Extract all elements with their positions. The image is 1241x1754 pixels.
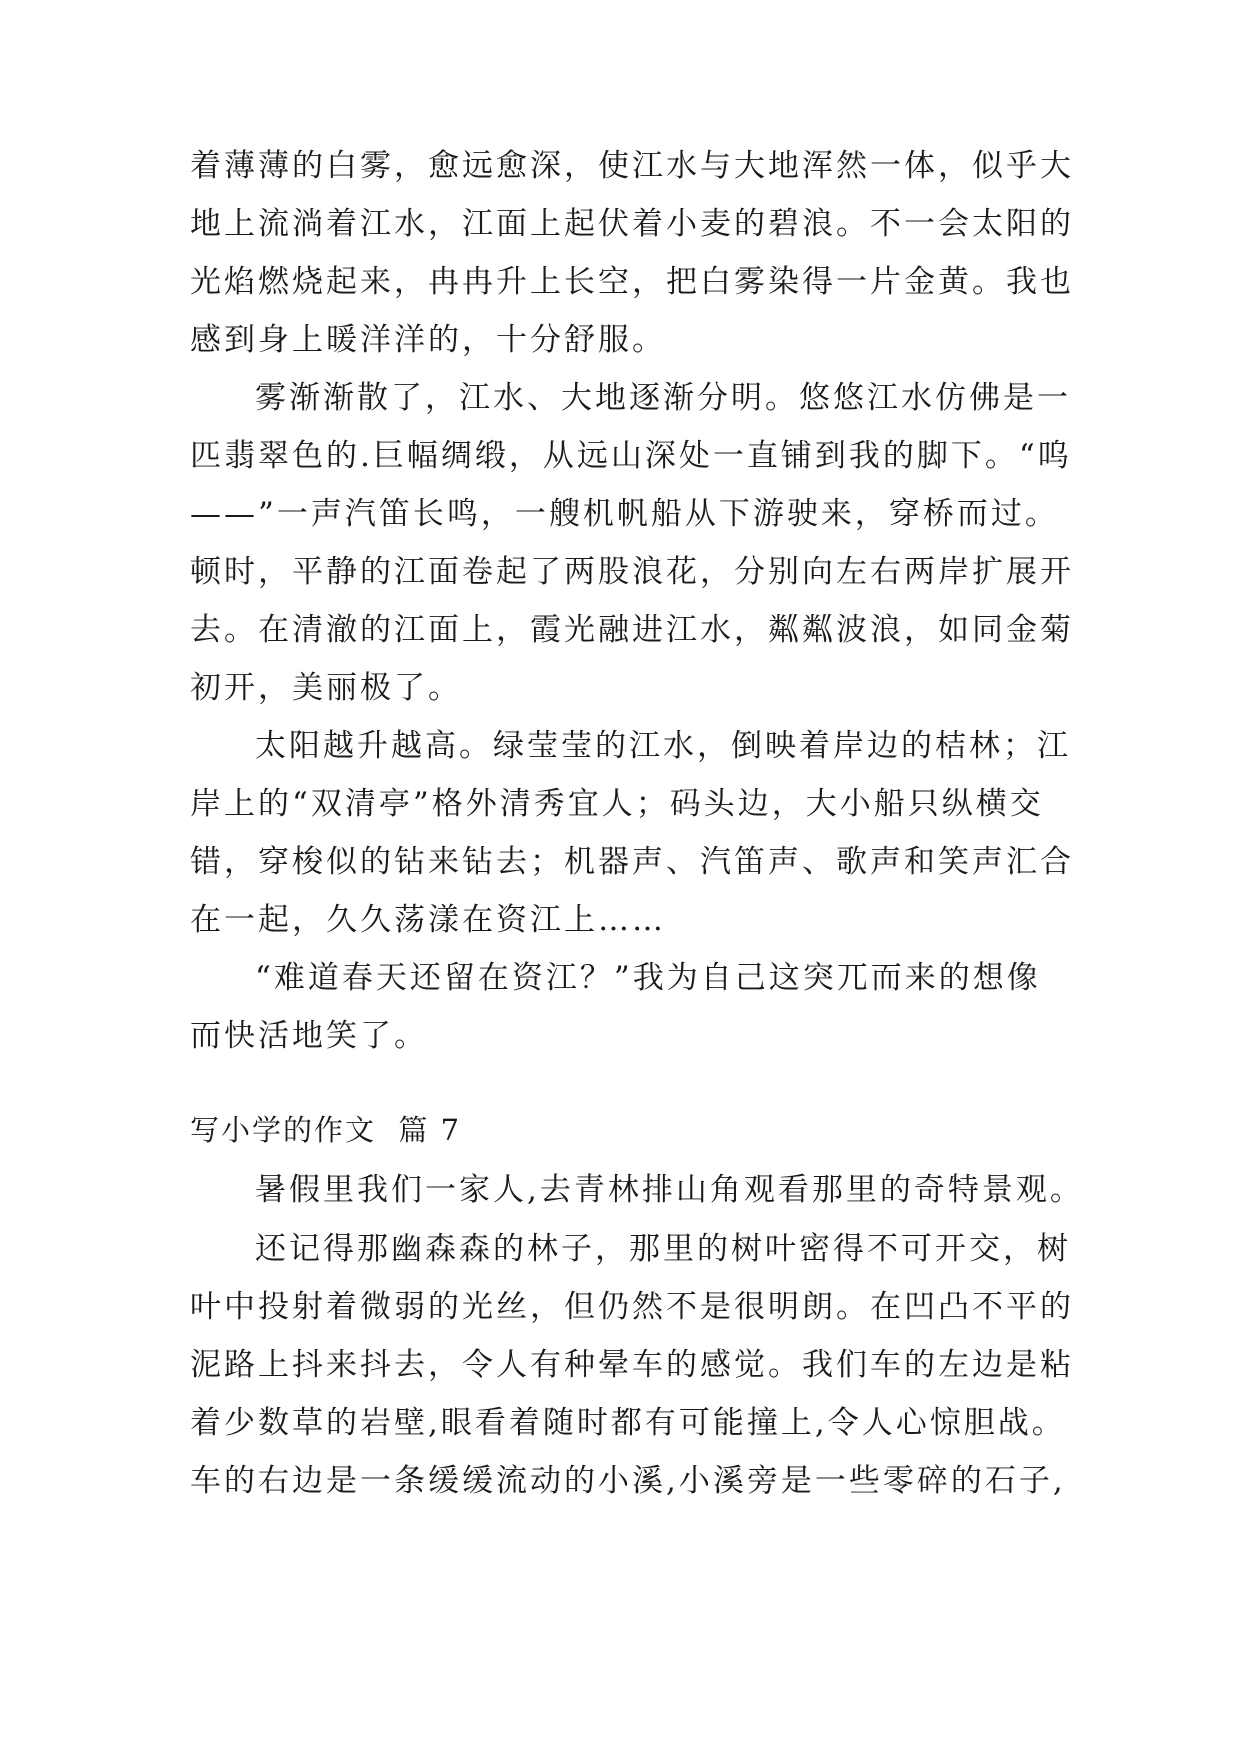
- paragraph-line: 地上流淌着江水，江面上起伏着小麦的碧浪。不一会太阳的: [190, 206, 1074, 242]
- paragraph-line: ——”一声汽笛长鸣，一艘机帆船从下游驶来，穿桥而过。: [190, 496, 1059, 532]
- paragraph-line: 光焰燃烧起来，冉冉升上长空，把白雾染得一片金黄。我也: [190, 264, 1074, 300]
- section-heading: 写小学的作文 篇 7: [190, 1113, 462, 1147]
- paragraph-line: 在一起，久久荡漾在资江上……: [190, 902, 666, 938]
- paragraph-line: 岸上的“双清亭”格外清秀宜人；码头边，大小船只纵横交: [190, 786, 1044, 822]
- paragraph-line: 而快活地笑了。: [190, 1018, 428, 1054]
- paragraph-line: 雾渐渐散了，江水、大地逐渐分明。悠悠江水仿佛是一: [255, 380, 1071, 416]
- paragraph-line: 叶中投射着微弱的光丝，但仍然不是很明朗。在凹凸不平的: [190, 1289, 1074, 1325]
- paragraph-line: 暑假里我们一家人,去青林排山角观看那里的奇特景观。: [255, 1172, 1084, 1208]
- paragraph-line: 匹翡翠色的.巨幅绸缎，从远山深处一直铺到我的脚下。“呜: [190, 438, 1072, 474]
- paragraph-line: 太阳越升越高。绿莹莹的江水，倒映着岸边的桔林；江: [255, 728, 1071, 764]
- paragraph-line: 还记得那幽森森的林子，那里的树叶密得不可开交，树: [255, 1231, 1071, 1267]
- paragraph-line: 着少数草的岩壁,眼看着随时都有可能撞上,令人心惊胆战。: [190, 1405, 1066, 1441]
- paragraph-line: 泥路上抖来抖去，令人有种晕车的感觉。我们车的左边是粘: [190, 1347, 1074, 1383]
- paragraph-line: 去。在清澈的江面上，霞光融进江水，粼粼波浪，如同金菊: [190, 612, 1074, 648]
- paragraph-line: 感到身上暖洋洋的，十分舒服。: [190, 322, 666, 358]
- paragraph-line: 着薄薄的白雾，愈远愈深，使江水与大地浑然一体，似乎大: [190, 148, 1074, 184]
- paragraph-line: 车的右边是一条缓缓流动的小溪,小溪旁是一些零碎的石子,: [190, 1463, 1066, 1499]
- paragraph-line: 错，穿梭似的钻来钻去；机器声、汽笛声、歌声和笑声汇合: [190, 844, 1074, 880]
- paragraph-line: 顿时，平静的江面卷起了两股浪花，分别向左右两岸扩展开: [190, 554, 1074, 590]
- paragraph-line: 初开，美丽极了。: [190, 670, 462, 706]
- paragraph-line: “难道春天还留在资江？”我为自己这突兀而来的想像: [255, 960, 1041, 996]
